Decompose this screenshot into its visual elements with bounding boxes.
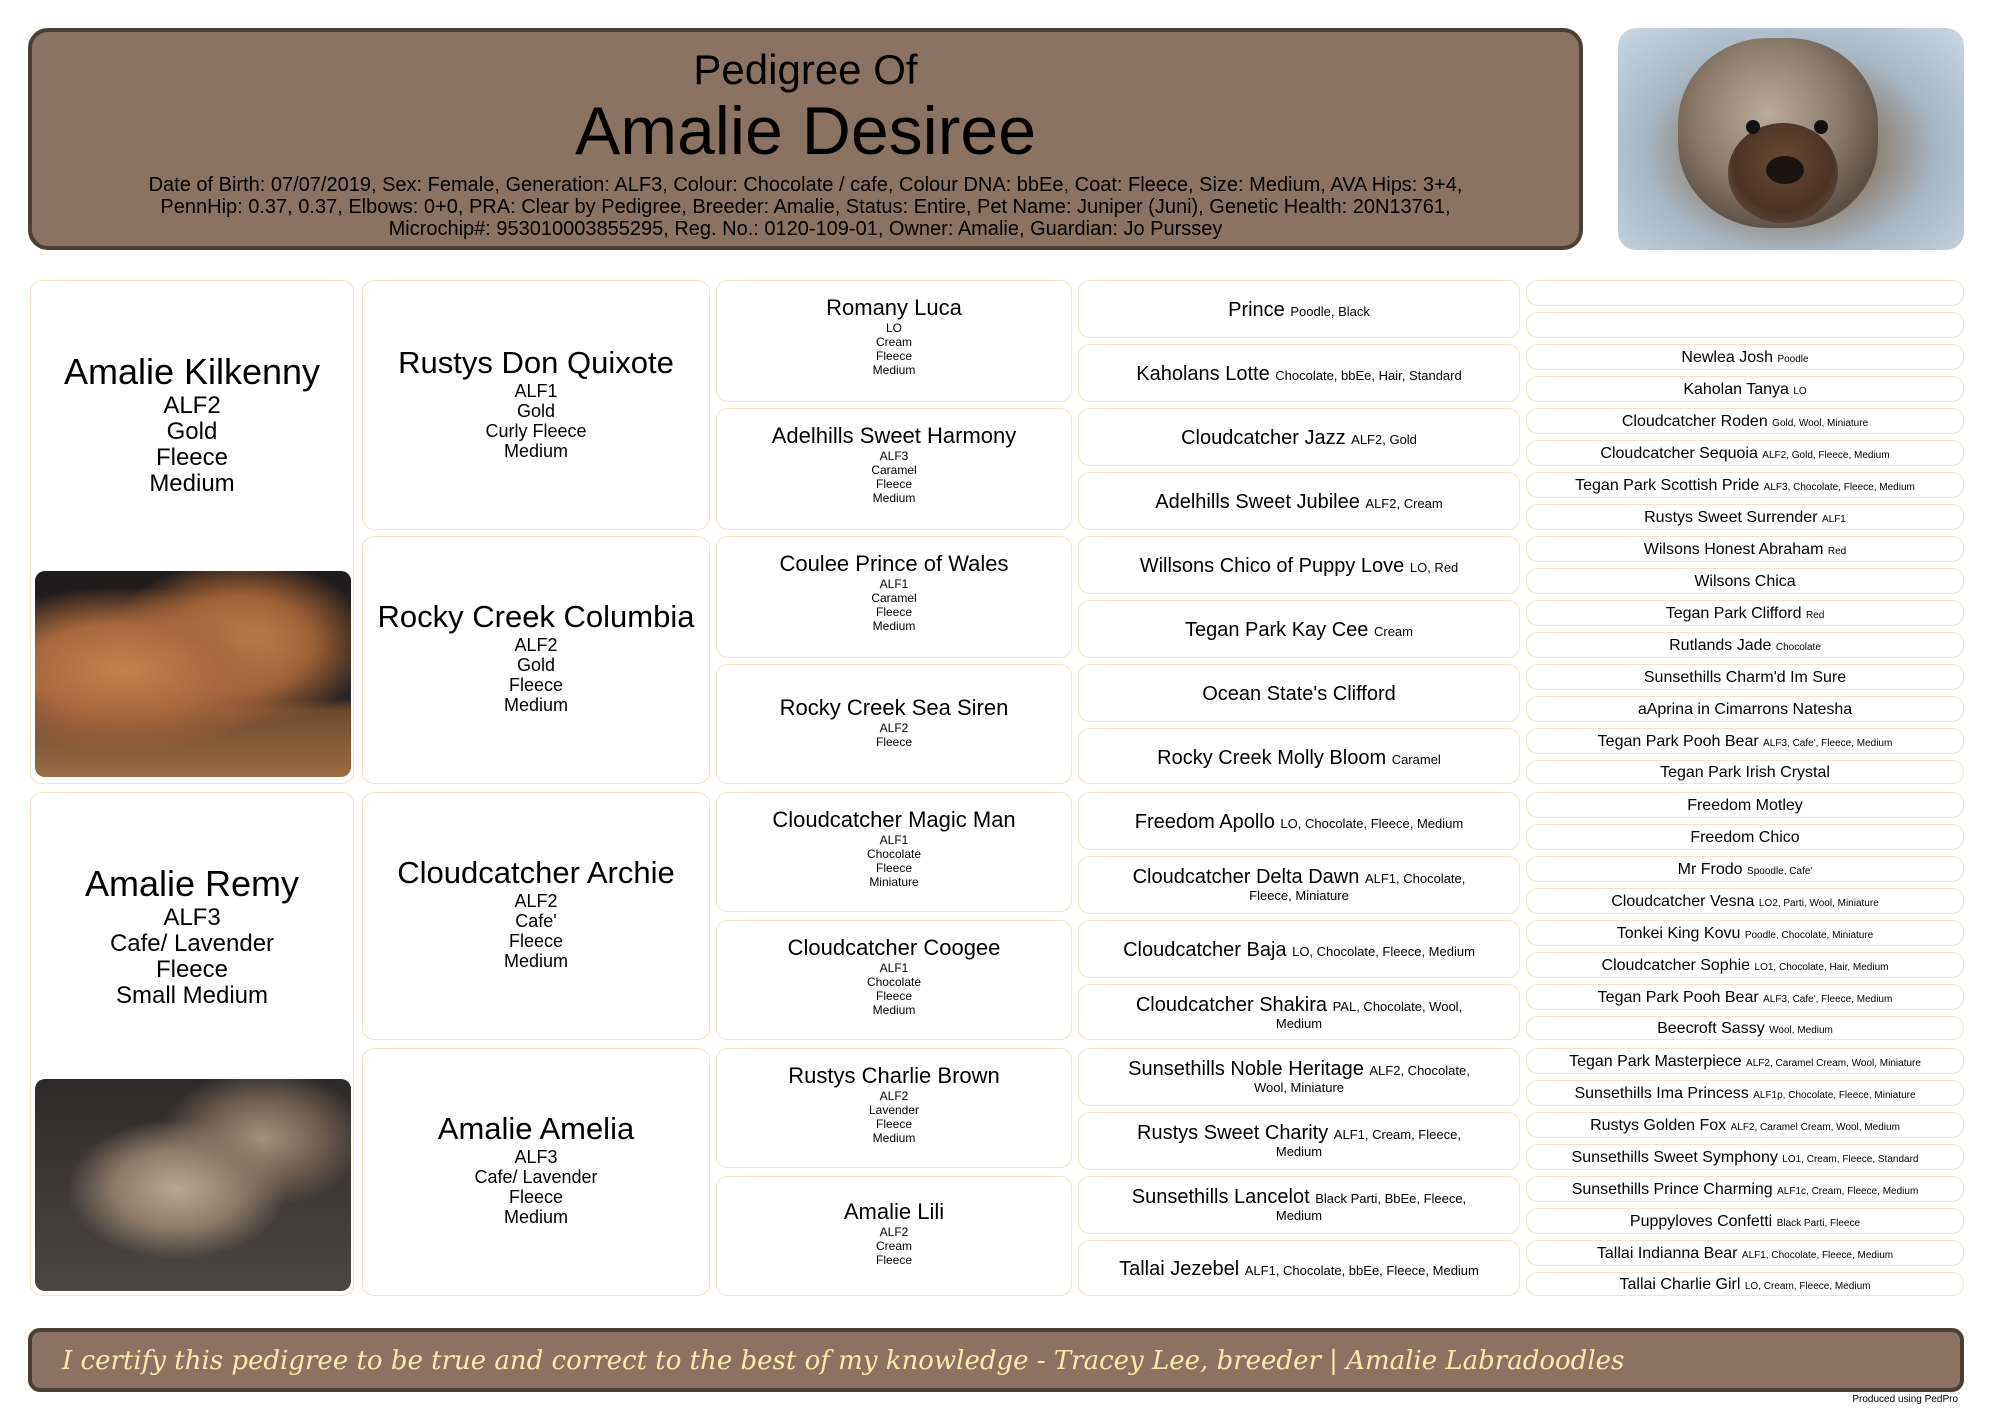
gen3-detail: Fleece	[875, 1253, 913, 1267]
gen1-detail: Fleece	[155, 444, 229, 471]
gen4-info: Black Parti, BbEe, Fleece,	[1315, 1191, 1467, 1206]
gen2-detail: ALF2	[514, 891, 558, 911]
sire-photo	[35, 571, 351, 777]
gen5-info: Spoodle, Cafe'	[1747, 866, 1813, 877]
gen3-detail: Cream	[875, 1239, 912, 1253]
gen5-info: Poodle, Chocolate, Miniature	[1744, 930, 1874, 941]
gen4-card[interactable]	[1078, 344, 1520, 402]
gen1-name: Amalie Kilkenny	[63, 351, 321, 392]
gen5-name: Tegan Park Pooh Bear	[1597, 733, 1759, 750]
gen2-name: Rustys Don Quixote	[398, 345, 674, 380]
gen2-detail: Gold	[516, 401, 556, 421]
gen5-card[interactable]	[1526, 696, 1964, 722]
gen5-info: Wool, Medium	[1769, 1025, 1833, 1036]
gen4-info-cont: Medium	[1275, 1208, 1323, 1223]
gen5-info: ALF1c, Cream, Fleece, Medium	[1777, 1186, 1919, 1197]
gen3-name: Rustys Charlie Brown	[788, 1063, 1000, 1088]
gen2-card[interactable]	[362, 792, 710, 1040]
main-dog-photo	[1618, 28, 1964, 250]
gen3-detail: ALF3	[879, 449, 909, 463]
gen4-card[interactable]	[1078, 1176, 1520, 1234]
gen3-detail: Caramel	[871, 463, 917, 477]
gen5-card-empty	[1526, 280, 1964, 306]
gen4-card[interactable]	[1078, 1048, 1520, 1106]
gen2-card[interactable]	[362, 280, 710, 530]
gen1-detail: Gold	[166, 418, 218, 445]
gen5-info: ALF1	[1821, 514, 1846, 525]
gen5-card[interactable]	[1526, 728, 1964, 754]
gen4-card[interactable]	[1078, 856, 1520, 914]
gen4-card[interactable]	[1078, 600, 1520, 658]
gen5-card[interactable]	[1526, 1080, 1964, 1106]
gen1-dam-card[interactable]	[30, 792, 354, 1296]
gen4-name: Cloudcatcher Baja	[1123, 939, 1287, 961]
gen4-name: Cloudcatcher Delta Dawn	[1132, 866, 1360, 888]
gen4-info-cont: Medium	[1275, 1016, 1323, 1031]
gen5-name: aAprina in Cimarrons Natesha	[1637, 701, 1853, 718]
gen2-detail: Curly Fleece	[485, 421, 587, 441]
gen3-card[interactable]	[716, 1176, 1072, 1296]
gen5-card[interactable]	[1526, 408, 1964, 434]
gen5-name: Rustys Golden Fox	[1590, 1117, 1727, 1134]
gen5-name: Cloudcatcher Vesna	[1611, 893, 1755, 910]
gen4-card[interactable]	[1078, 792, 1520, 850]
gen4-card[interactable]	[1078, 1112, 1520, 1170]
gen4-info: Caramel	[1391, 752, 1441, 767]
gen3-detail: ALF2	[879, 1089, 909, 1103]
gen5-info: ALF2, Caramel Cream, Wool, Miniature	[1746, 1058, 1921, 1069]
gen2-detail: Medium	[503, 695, 569, 715]
gen5-info: LO1, Chocolate, Hair, Medium	[1754, 962, 1889, 973]
gen5-info: LO	[1793, 386, 1807, 397]
gen2-detail: Fleece	[508, 1187, 564, 1207]
gen5-card[interactable]	[1526, 1240, 1964, 1266]
gen5-card[interactable]	[1526, 984, 1964, 1010]
gen4-info: LO, Chocolate, Fleece, Medium	[1292, 944, 1475, 959]
gen5-name: Wilsons Chica	[1694, 573, 1796, 590]
gen4-info: ALF1, Chocolate, bbEe, Fleece, Medium	[1244, 1263, 1479, 1278]
dog-details	[82, 174, 1529, 240]
gen5-name: Tegan Park Irish Crystal	[1660, 764, 1830, 781]
gen5-card[interactable]	[1526, 344, 1964, 370]
gen5-card[interactable]	[1526, 440, 1964, 466]
gen2-detail: Fleece	[508, 675, 564, 695]
gen5-card[interactable]	[1526, 664, 1964, 690]
gen5-name: Cloudcatcher Sequoia	[1600, 445, 1758, 462]
gen4-name: Tegan Park Kay Cee	[1184, 619, 1369, 641]
gen4-card[interactable]	[1078, 984, 1520, 1040]
gen3-name: Romany Luca	[826, 295, 962, 320]
gen3-detail: Fleece	[875, 1117, 913, 1131]
gen5-name: Freedom Chico	[1690, 829, 1800, 846]
gen5-card[interactable]	[1526, 568, 1964, 594]
gen4-info: LO, Red	[1409, 560, 1459, 575]
gen5-card[interactable]	[1526, 1016, 1964, 1040]
gen2-detail: Medium	[503, 441, 569, 461]
gen5-name: Tallai Indianna Bear	[1596, 1245, 1738, 1262]
gen5-info: ALF2, Gold, Fleece, Medium	[1762, 450, 1890, 461]
gen5-card[interactable]	[1526, 920, 1964, 946]
details-line-2: PennHip: 0.37, 0.37, Elbows: 0+0, PRA: Clear by Pedigree, Breeder: Amalie, Status: Entire, Pet Name: Juniper (Juni), Genetic Health: 20N13761,	[160, 196, 1451, 218]
gen4-name: Rustys Sweet Charity	[1137, 1122, 1329, 1144]
gen1-detail: Cafe/ Lavender	[109, 930, 275, 957]
gen2-name: Amalie Amelia	[437, 1111, 635, 1146]
gen5-info: ALF3, Cafe', Fleece, Medium	[1763, 994, 1893, 1005]
gen4-card[interactable]	[1078, 920, 1520, 978]
gen5-info: Poodle	[1777, 354, 1809, 365]
gen5-card-empty	[1526, 312, 1964, 338]
dog-name-title: Amalie Desiree	[574, 93, 1037, 169]
gen2-detail: Gold	[516, 655, 556, 675]
gen5-name: Tegan Park Pooh Bear	[1597, 989, 1759, 1006]
gen4-card[interactable]	[1078, 1240, 1520, 1296]
gen5-card[interactable]	[1526, 1176, 1964, 1202]
gen4-name: Freedom Apollo	[1134, 811, 1275, 833]
gen3-card[interactable]	[716, 1048, 1072, 1168]
gen4-card[interactable]	[1078, 664, 1520, 722]
gen3-name: Rocky Creek Sea Siren	[779, 695, 1009, 720]
details-line-1: Date of Birth: 07/07/2019, Sex: Female, Generation: ALF3, Colour: Chocolate / cafe, Colour DNA: bbEe, Coat: Fleece, Size: Medium, AVA Hips: 3+4,	[148, 174, 1463, 196]
certification-text: I certify this pedigree to be true and correct to the best of my knowledge - Tracey Lee, breeder | Amalie Labradoodles	[62, 1346, 1625, 1376]
gen3-name: Coulee Prince of Wales	[779, 551, 1009, 576]
gen3-detail: Miniature	[869, 875, 919, 889]
gen2-detail: Medium	[503, 951, 569, 971]
gen3-name: Cloudcatcher Magic Man	[772, 807, 1016, 832]
gen2-detail: Cafe/ Lavender	[474, 1167, 598, 1187]
gen5-name: Sunsethills Sweet Symphony	[1571, 1149, 1778, 1166]
gen3-detail: Medium	[872, 1003, 916, 1017]
gen3-name: Adelhills Sweet Harmony	[771, 423, 1017, 448]
gen3-detail: ALF1	[879, 577, 909, 591]
gen4-name: Cloudcatcher Shakira	[1135, 994, 1328, 1016]
gen4-info: LO, Chocolate, Fleece, Medium	[1280, 816, 1464, 831]
pre-title: Pedigree Of	[693, 46, 918, 93]
gen5-card[interactable]	[1526, 1112, 1964, 1138]
gen3-card[interactable]	[716, 792, 1072, 912]
gen3-detail: ALF2	[879, 721, 909, 735]
gen5-info: Gold, Wool, Miniature	[1772, 418, 1869, 429]
gen4-info: PAL, Chocolate, Wool,	[1332, 999, 1463, 1014]
gen3-card[interactable]	[716, 536, 1072, 658]
gen4-name: Kaholans Lotte	[1136, 363, 1270, 385]
gen3-detail: Cream	[875, 335, 912, 349]
gen5-name: Newlea Josh	[1681, 349, 1773, 366]
gen5-info: ALF3, Cafe', Fleece, Medium	[1763, 738, 1893, 749]
gen5-info: ALF1, Chocolate, Fleece, Medium	[1741, 1250, 1894, 1261]
gen3-card[interactable]	[716, 408, 1072, 530]
gen5-name: Kaholan Tanya	[1683, 381, 1789, 398]
gen3-card[interactable]	[716, 920, 1072, 1040]
produced-by: Produced using PedPro	[1852, 1394, 1958, 1405]
gen1-name: Amalie Remy	[84, 863, 300, 904]
gen5-name: Tegan Park Scottish Pride	[1575, 477, 1760, 494]
gen2-detail: ALF3	[514, 1147, 558, 1167]
gen5-info: Red	[1827, 546, 1847, 557]
gen4-card[interactable]	[1078, 280, 1520, 338]
gen1-detail: ALF3	[163, 904, 221, 931]
gen5-card[interactable]	[1526, 536, 1964, 562]
gen5-card[interactable]	[1526, 952, 1964, 978]
gen5-info: LO, Cream, Fleece, Medium	[1744, 1281, 1871, 1292]
gen4-name: Adelhills Sweet Jubilee	[1155, 491, 1360, 513]
gen4-info-cont: Fleece, Miniature	[1249, 888, 1349, 903]
gen5-name: Mr Frodo	[1677, 861, 1743, 878]
gen4-info: ALF2, Cream	[1365, 496, 1443, 511]
gen5-card[interactable]	[1526, 632, 1964, 658]
gen2-detail: ALF1	[514, 381, 558, 401]
gen4-name: Prince	[1228, 299, 1285, 321]
gen2-detail: Medium	[503, 1207, 569, 1227]
gen5-name: Tallai Charlie Girl	[1619, 1276, 1741, 1293]
gen4-info: ALF1, Chocolate,	[1364, 871, 1466, 886]
gen5-info: Chocolate	[1775, 642, 1821, 653]
gen4-info: ALF2, Chocolate,	[1369, 1063, 1470, 1078]
gen5-card[interactable]	[1526, 376, 1964, 402]
gen4-name: Sunsethills Noble Heritage	[1128, 1058, 1364, 1080]
gen5-card[interactable]	[1526, 824, 1964, 850]
gen3-detail: Fleece	[875, 349, 913, 363]
gen4-card[interactable]	[1078, 536, 1520, 594]
details-line-3: Microchip#: 953010003855295, Reg. No.: 0120-109-01, Owner: Amalie, Guardian: Jo Purssey	[388, 218, 1223, 240]
gen3-detail: Medium	[872, 619, 916, 633]
gen5-name: Cloudcatcher Roden	[1621, 413, 1768, 430]
gen3-detail: LO	[885, 321, 902, 335]
gen5-info: LO1, Cream, Fleece, Standard	[1782, 1154, 1919, 1165]
gen3-detail: Caramel	[871, 591, 917, 605]
gen2-name: Rocky Creek Columbia	[377, 599, 695, 634]
gen3-detail: Fleece	[875, 735, 913, 749]
gen5-card[interactable]	[1526, 1208, 1964, 1234]
gen5-card[interactable]	[1526, 472, 1964, 498]
gen5-info: ALF3, Chocolate, Fleece, Medium	[1763, 482, 1915, 493]
gen5-card[interactable]	[1526, 504, 1964, 530]
gen1-detail: Medium	[149, 470, 235, 497]
gen4-info: Chocolate, bbEe, Hair, Standard	[1275, 368, 1462, 383]
gen4-name: Sunsethills Lancelot	[1131, 1186, 1310, 1208]
gen5-name: Cloudcatcher Sophie	[1601, 957, 1751, 974]
gen3-card[interactable]	[716, 280, 1072, 402]
gen5-name: Wilsons Honest Abraham	[1643, 541, 1824, 558]
gen4-card[interactable]	[1078, 408, 1520, 466]
gen2-detail: Fleece	[508, 931, 564, 951]
gen2-card[interactable]	[362, 536, 710, 784]
gen4-info: Cream	[1373, 624, 1413, 639]
gen5-name: Sunsethills Prince Charming	[1571, 1181, 1773, 1198]
gen1-detail: Small Medium	[115, 982, 269, 1009]
gen3-detail: ALF1	[879, 833, 909, 847]
gen3-detail: ALF2	[879, 1225, 909, 1239]
gen5-info: ALF2, Caramel Cream, Wool, Medium	[1730, 1122, 1900, 1133]
gen4-info: ALF2, Gold	[1351, 432, 1417, 447]
gen3-name: Cloudcatcher Coogee	[787, 935, 1001, 960]
gen4-name: Tallai Jezebel	[1119, 1258, 1240, 1280]
gen5-card[interactable]	[1526, 888, 1964, 914]
gen4-name: Rocky Creek Molly Bloom	[1157, 747, 1387, 769]
gen2-detail: ALF2	[514, 635, 558, 655]
gen1-sire-card[interactable]	[30, 280, 354, 784]
gen1-detail: Fleece	[155, 956, 229, 983]
gen2-detail: Cafe'	[515, 911, 557, 931]
gen2-card[interactable]	[362, 1048, 710, 1296]
gen4-name: Ocean State's Clifford	[1202, 683, 1396, 705]
gen4-info: Poodle, Black	[1290, 304, 1370, 319]
gen3-detail: Chocolate	[866, 847, 922, 861]
gen5-card[interactable]	[1526, 760, 1964, 784]
gen1-detail: ALF2	[163, 392, 221, 419]
gen4-info-cont: Medium	[1275, 1144, 1323, 1159]
gen4-name: Cloudcatcher Jazz	[1181, 427, 1346, 449]
gen5-name: Sunsethills Ima Princess	[1574, 1085, 1749, 1102]
gen5-info: Black Parti, Fleece	[1776, 1218, 1861, 1229]
gen3-detail: ALF1	[879, 961, 909, 975]
gen4-info-cont: Wool, Miniature	[1253, 1080, 1345, 1095]
pedigree-header	[28, 28, 1583, 250]
gen4-name: Willsons Chico of Puppy Love	[1139, 555, 1405, 577]
gen5-name: Sunsethills Charm'd Im Sure	[1643, 669, 1847, 686]
gen3-detail: Medium	[872, 1131, 916, 1145]
gen3-detail: Medium	[872, 363, 916, 377]
gen3-detail: Fleece	[875, 861, 913, 875]
certification-footer	[28, 1328, 1964, 1392]
gen4-info: ALF1, Cream, Fleece,	[1333, 1127, 1461, 1142]
gen4-card[interactable]	[1078, 472, 1520, 530]
gen5-name: Beecroft Sassy	[1657, 1020, 1765, 1037]
gen5-name: Puppyloves Confetti	[1629, 1213, 1773, 1230]
gen3-card[interactable]	[716, 664, 1072, 784]
gen5-card[interactable]	[1526, 1144, 1964, 1170]
gen5-info: Red	[1805, 610, 1825, 621]
gen3-detail: Lavender	[868, 1103, 920, 1117]
gen2-name: Cloudcatcher Archie	[397, 855, 675, 890]
gen3-detail: Chocolate	[866, 975, 922, 989]
gen3-name: Amalie Lili	[843, 1199, 945, 1224]
gen5-card[interactable]	[1526, 856, 1964, 882]
gen5-name: Tegan Park Clifford	[1665, 605, 1802, 622]
gen5-name: Freedom Motley	[1687, 797, 1803, 814]
gen3-detail: Fleece	[875, 477, 913, 491]
gen5-info: LO2, Parti, Wool, Miniature	[1758, 898, 1879, 909]
gen5-name: Rutlands Jade	[1669, 637, 1772, 654]
gen4-card[interactable]	[1078, 728, 1520, 784]
gen3-detail: Medium	[872, 491, 916, 505]
gen5-card[interactable]	[1526, 600, 1964, 626]
gen5-info: ALF1p, Chocolate, Fleece, Miniature	[1753, 1090, 1916, 1101]
gen5-card[interactable]	[1526, 1272, 1964, 1296]
gen5-name: Tonkei King Kovu	[1616, 925, 1741, 942]
gen3-detail: Fleece	[875, 605, 913, 619]
gen5-card[interactable]	[1526, 1048, 1964, 1074]
gen5-name: Rustys Sweet Surrender	[1644, 509, 1818, 526]
dam-photo	[35, 1079, 351, 1291]
gen5-name: Tegan Park Masterpiece	[1569, 1053, 1742, 1070]
gen3-detail: Fleece	[875, 989, 913, 1003]
gen5-card[interactable]	[1526, 792, 1964, 818]
